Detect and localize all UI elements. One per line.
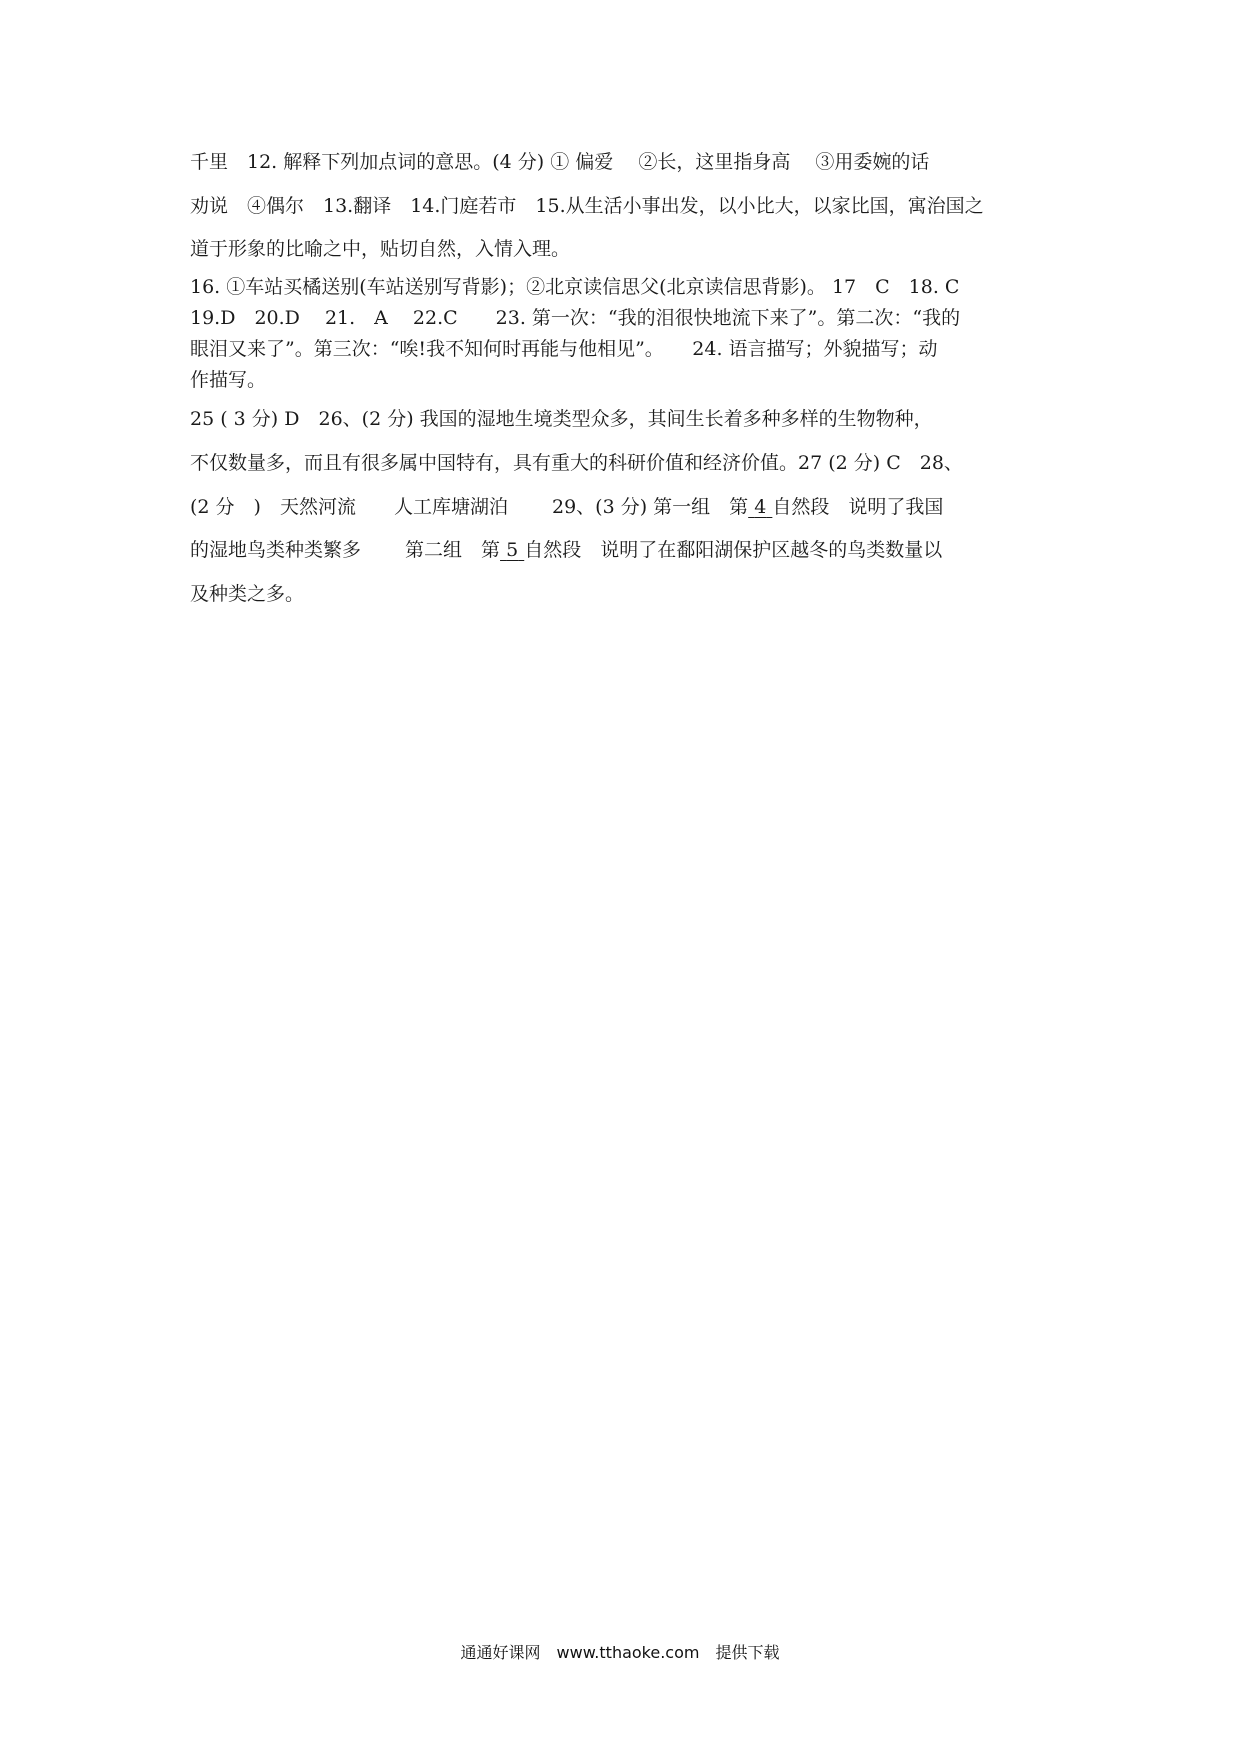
answer-line-6: 眼泪又来了”。第三次：“唉!我不知何时再能与他相见”。 24. 语言描写；外貌描写；动 [190,338,938,360]
blank-answer-5: 5 [506,539,519,561]
answer-line-10-text: (2 分 ) 天然河流 人工库塘湖泊 29、(3 分) 第一组 第 [190,496,749,518]
answer-line-10-tail: 自然段 说明了我国 [772,496,944,518]
page-footer: 通通好课网 www.tthaoke.com 提供下载 [460,1643,780,1662]
blank-answer-4: 4 [754,496,767,518]
answer-line-7: 作描写。 [190,369,267,391]
answer-line-4: 16. ①车站买橘送别(车站送别写背影)；②北京读信思父(北京读信思背影)。 17 C 18. C [190,276,960,298]
answer-line-5: 19.D 20.D 21. A 22.C 23. 第一次：“我的泪很快地流下来了”。第二次：“我的 [190,307,961,329]
answer-line-3: 道于形象的比喻之中，贴切自然，入情入理。 [190,238,571,260]
answer-line-12: 及种类之多。 [190,583,305,605]
answer-line-11 [190,541,1070,560]
answer-line-11-tail: 自然段 说明了在鄱阳湖保护区越冬的鸟类数量以 [524,539,943,561]
answer-line-8: 25 ( 3 分) D 26、(2 分) 我国的湿地生境类型众多，其间生长着多种多样的生物物种， [190,408,933,430]
answer-line-1: 千里 12. 解释下列加点词的意思。(4 分) ① 偏爱 ②长，这里指身高 ③用委婉的话 [190,151,930,173]
answer-line-10 [190,498,1070,517]
answer-line-2: 劝说 ④偶尔 13.翻译 14.门庭若市 15.从生活小事出发，以小比大，以家比国，寓治国之 [190,195,984,217]
answer-line-9: 不仅数量多，而且有很多属中国特有，具有重大的科研价值和经济价值。27 (2 分) C 28、 [190,452,963,474]
answer-line-11-text: 的湿地鸟类种类繁多 第二组 第 [190,539,501,561]
